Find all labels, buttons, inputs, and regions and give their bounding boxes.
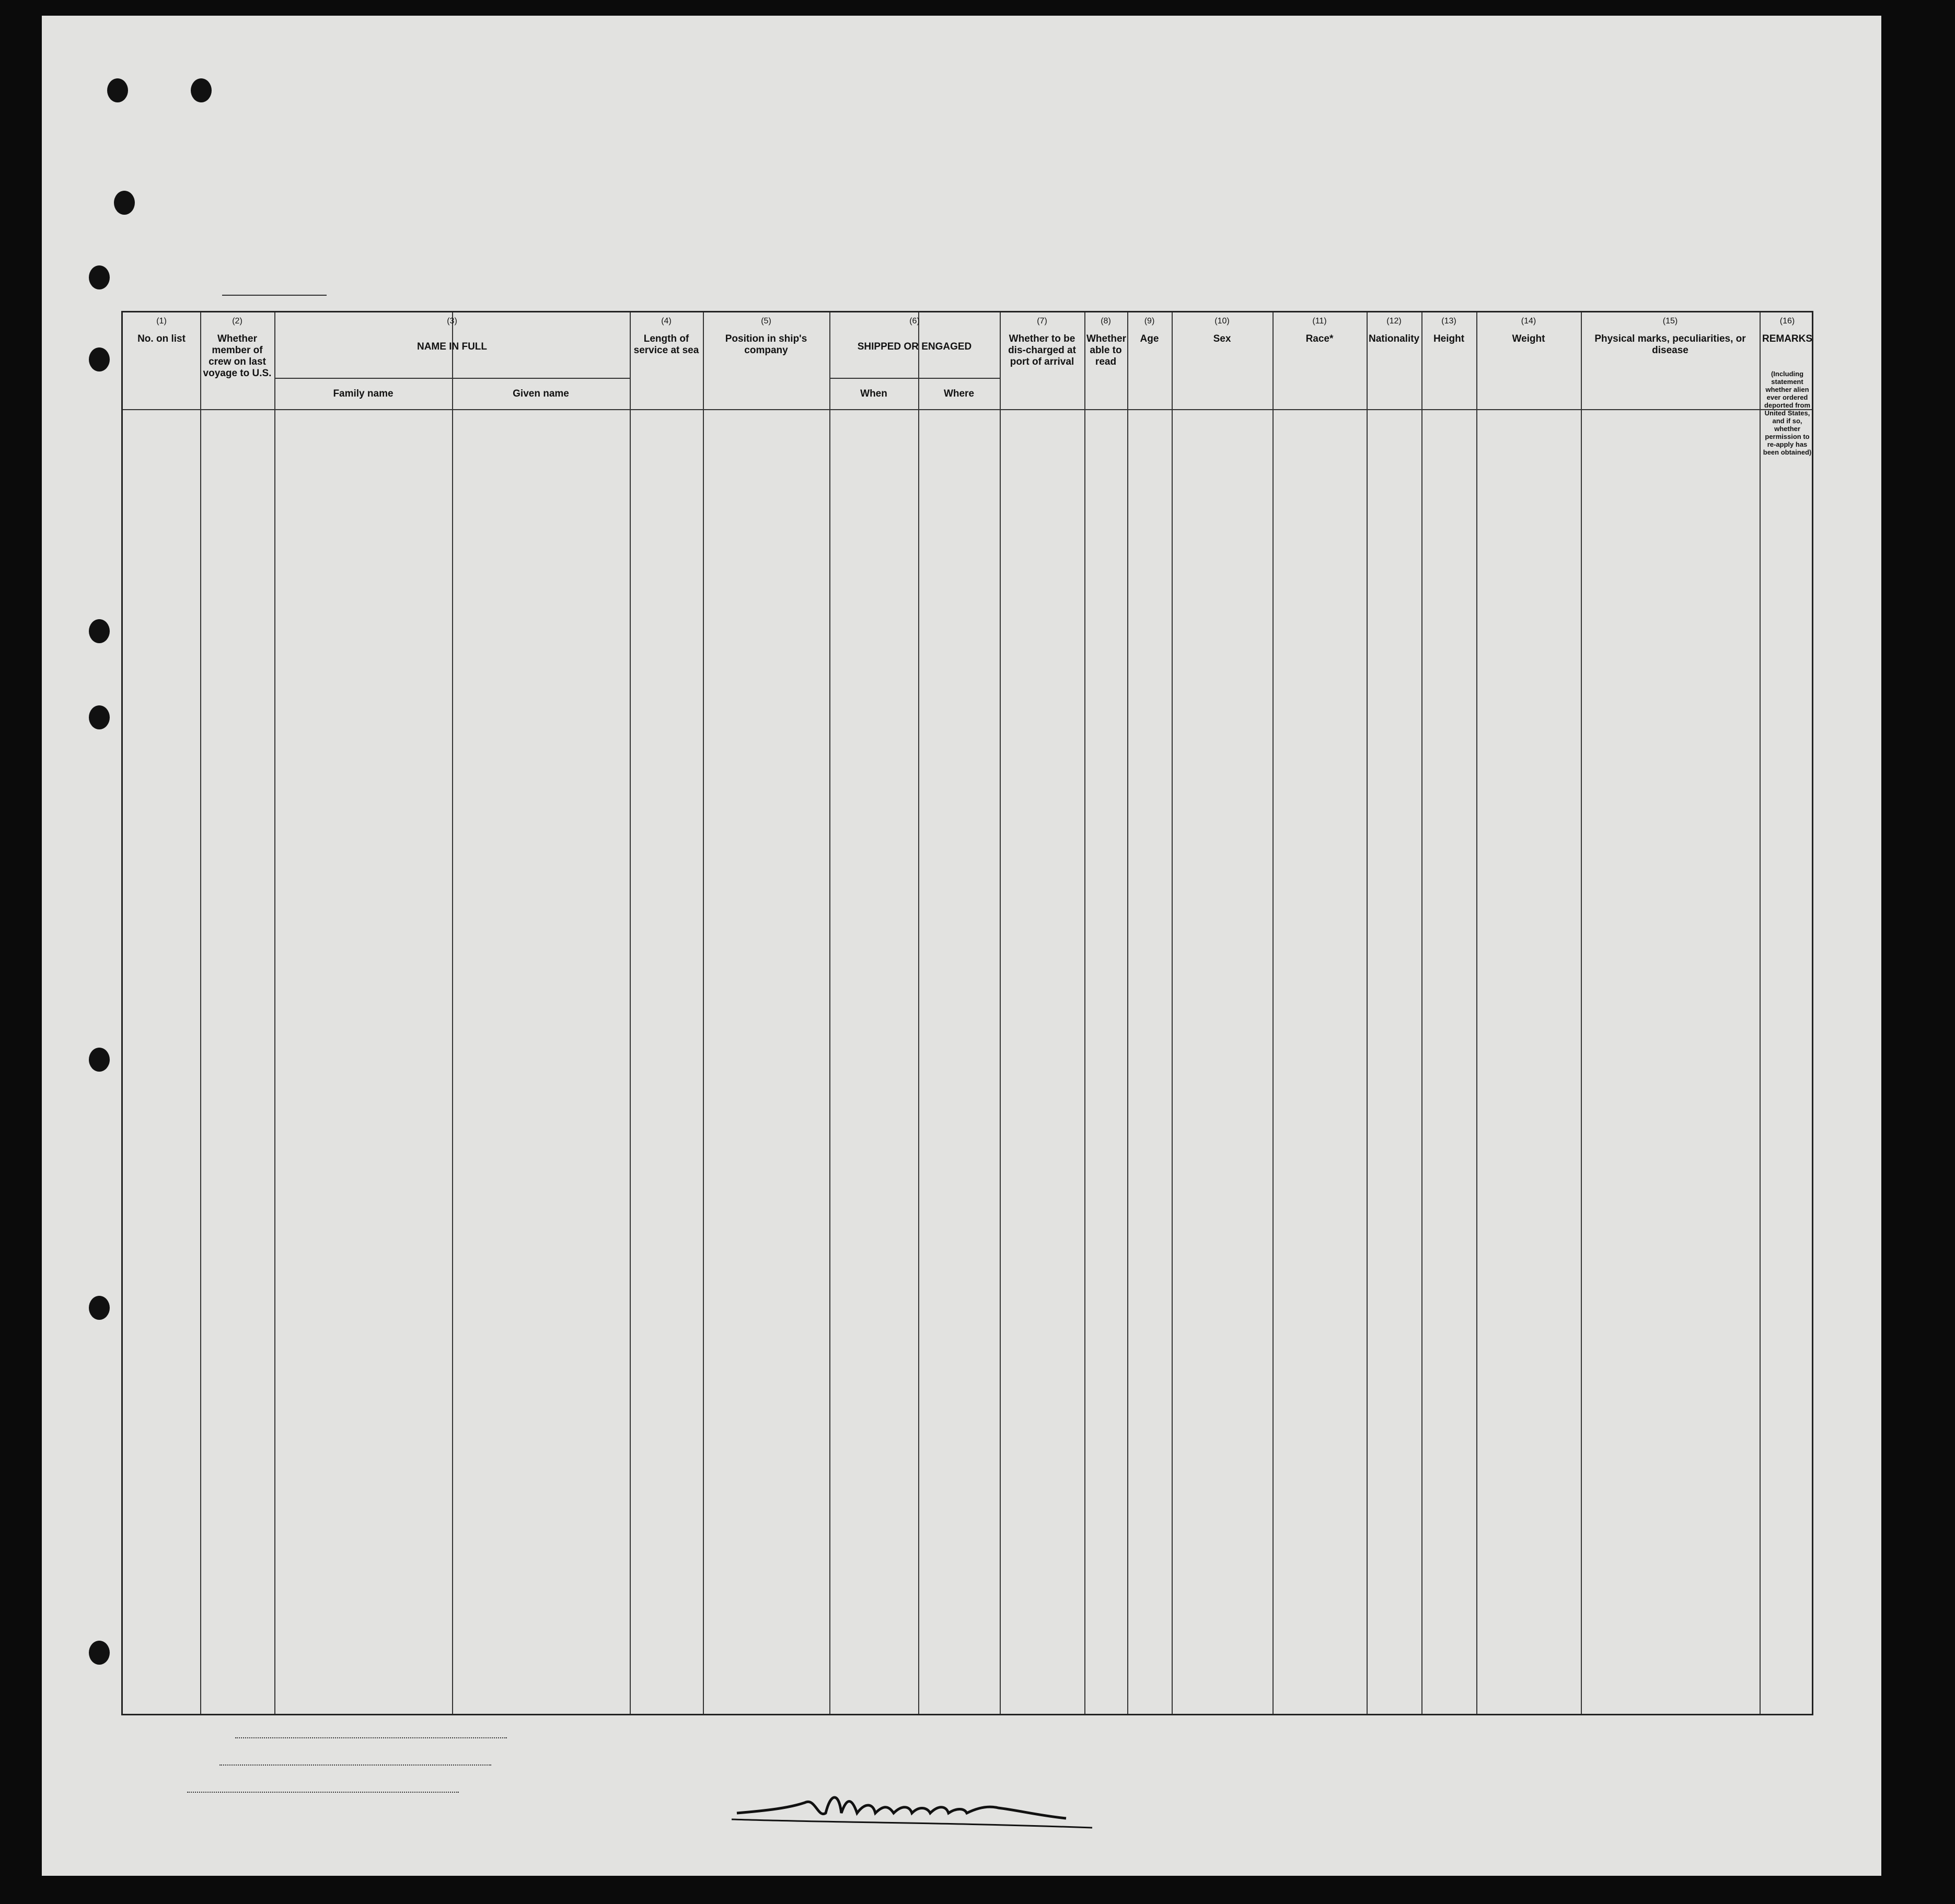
column-number: (15) bbox=[1662, 317, 1678, 326]
binder-hole bbox=[89, 619, 110, 643]
column-divider bbox=[1084, 312, 1085, 1714]
column-number: (1) bbox=[156, 317, 167, 326]
subheader-divider bbox=[829, 378, 1000, 379]
column-divider bbox=[918, 312, 919, 1714]
binder-hole bbox=[89, 1296, 110, 1320]
column-header: Weight bbox=[1512, 333, 1545, 344]
column-header: Sex bbox=[1213, 333, 1231, 344]
owners-blank bbox=[219, 1764, 491, 1766]
column-number: (5) bbox=[761, 317, 771, 326]
column-number: (3) bbox=[447, 317, 457, 326]
column-number: (7) bbox=[1037, 317, 1047, 326]
inspector-signature bbox=[726, 1782, 1124, 1839]
binder-hole bbox=[89, 705, 110, 729]
arrival-port bbox=[243, 273, 264, 296]
column-header: Height bbox=[1433, 333, 1465, 344]
vessel-line bbox=[199, 272, 327, 295]
column-number: (11) bbox=[1312, 317, 1327, 326]
departure-port bbox=[285, 273, 306, 296]
binder-hole bbox=[89, 347, 110, 371]
column-divider bbox=[1760, 312, 1761, 1714]
column-divider bbox=[1172, 312, 1173, 1714]
column-divider bbox=[1367, 312, 1368, 1714]
column-header: Whether member of crew on last voyage to U.S. bbox=[203, 333, 272, 379]
column-number: (4) bbox=[661, 317, 672, 326]
binder-hole bbox=[107, 78, 128, 102]
manifest-page bbox=[42, 16, 1881, 1876]
binder-hole bbox=[89, 1641, 110, 1665]
column-divider bbox=[630, 312, 631, 1714]
column-header: Race* bbox=[1305, 333, 1334, 344]
crew-manifest-table bbox=[121, 311, 1813, 1715]
column-number: (14) bbox=[1521, 317, 1536, 326]
column-number: (9) bbox=[1144, 317, 1155, 326]
agents-field bbox=[183, 1776, 507, 1803]
column-divider bbox=[1273, 312, 1274, 1714]
column-divider bbox=[200, 312, 201, 1714]
column-number: (2) bbox=[232, 317, 242, 326]
column-header: NAME IN FULL bbox=[417, 341, 488, 352]
column-divider bbox=[703, 312, 704, 1714]
owners-field bbox=[183, 1749, 507, 1776]
column-header: Nationality bbox=[1369, 333, 1420, 344]
line-field bbox=[183, 1722, 507, 1749]
column-divider bbox=[1000, 312, 1001, 1714]
column-divider bbox=[1581, 312, 1582, 1714]
binder-hole bbox=[89, 1048, 110, 1072]
column-divider bbox=[1421, 312, 1422, 1714]
column-number: (10) bbox=[1214, 317, 1230, 326]
column-header: Position in ship's company bbox=[725, 333, 807, 356]
column-number: (12) bbox=[1386, 317, 1402, 326]
arrival-date bbox=[264, 273, 285, 296]
binder-hole bbox=[89, 265, 110, 289]
column-header: Age bbox=[1140, 333, 1159, 344]
column-number: (8) bbox=[1101, 317, 1111, 326]
subheader-divider bbox=[274, 378, 630, 379]
agents-blank bbox=[187, 1792, 459, 1793]
column-header: Length of service at sea bbox=[633, 333, 699, 356]
column-divider bbox=[829, 312, 830, 1714]
column-subheader: When bbox=[860, 388, 887, 399]
binder-hole bbox=[191, 78, 212, 102]
line-blank bbox=[235, 1737, 507, 1738]
column-divider bbox=[274, 312, 275, 1714]
column-subheader: Family name bbox=[333, 388, 394, 399]
header-divider bbox=[123, 409, 1812, 410]
column-header: SHIPPED OR ENGAGED bbox=[857, 341, 972, 352]
column-number: (6) bbox=[909, 317, 920, 326]
column-divider bbox=[1127, 312, 1128, 1714]
vessel-name bbox=[222, 273, 243, 296]
column-header: No. on list bbox=[137, 333, 186, 344]
column-header: Whether to be dis-charged at port of arrival bbox=[1008, 333, 1076, 367]
column-subheader: Given name bbox=[513, 388, 569, 399]
column-header: Whether able to read bbox=[1086, 333, 1126, 367]
column-subheader: Where bbox=[943, 388, 975, 399]
column-divider bbox=[452, 312, 453, 1714]
column-divider bbox=[1476, 312, 1477, 1714]
column-number: (13) bbox=[1441, 317, 1456, 326]
footer-fields bbox=[183, 1722, 507, 1803]
binder-hole bbox=[114, 191, 135, 215]
departure-country bbox=[306, 273, 327, 296]
column-header: REMARKS bbox=[1762, 333, 1813, 344]
column-header: Physical marks, peculiarities, or disease bbox=[1594, 333, 1746, 356]
column-number: (16) bbox=[1779, 317, 1795, 326]
column-note: (Including statement whether alien ever ordered deported from United States, and if so, whether permission to re-apply has been obtained) bbox=[1763, 370, 1812, 456]
